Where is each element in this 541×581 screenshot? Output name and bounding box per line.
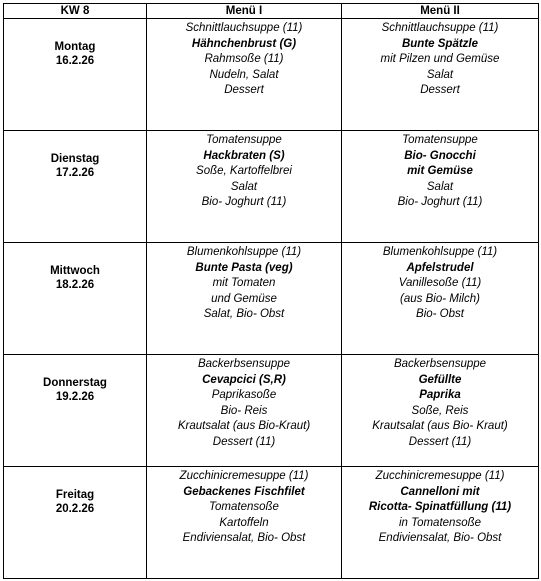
menu1-cell xyxy=(147,243,342,355)
dish-line: mit Tomaten xyxy=(212,277,276,289)
dish-line: Dessert xyxy=(420,84,460,96)
dish-line: Soße, Kartoffelbrei xyxy=(196,165,292,177)
menu1-cell xyxy=(147,131,342,243)
dish-list xyxy=(342,467,538,547)
menu1-cell xyxy=(147,467,342,579)
dish-line: Krautsalat (aus Bio- Kraut) xyxy=(372,420,508,432)
dish-line: Krautsalat (aus Bio-Kraut) xyxy=(177,420,311,432)
day-name: Freitag xyxy=(55,489,95,501)
menu2-cell xyxy=(342,131,539,243)
dish-line: Vanillesoße (11) xyxy=(398,277,482,289)
menu2-header: Menü II xyxy=(342,4,539,19)
day-row xyxy=(4,467,539,579)
week-header: KW 8 xyxy=(4,4,147,19)
dish-line: Blumenkohlsuppe (11) xyxy=(186,246,302,258)
day-cell xyxy=(4,19,147,131)
dish-line: in Tomatensoße xyxy=(398,516,482,529)
day-row xyxy=(4,243,539,355)
day-date: 17.2.26 xyxy=(55,167,95,179)
dish-line: Tomatensuppe xyxy=(402,134,478,146)
dish-list xyxy=(147,355,341,450)
day-name: Mittwoch xyxy=(50,265,100,277)
main-dish: Gebackenes Fischfilet xyxy=(183,485,305,498)
dish-list xyxy=(342,243,538,323)
main-dish: mit Gemüse xyxy=(407,165,473,177)
day-row xyxy=(4,355,539,467)
menu1-header: Menü I xyxy=(147,4,342,19)
dish-line: Tomatensuppe xyxy=(206,134,282,146)
day-date: 16.2.26 xyxy=(55,55,95,67)
menu2-cell xyxy=(342,355,539,467)
day-date: 18.2.26 xyxy=(55,279,95,291)
dish-line: Salat xyxy=(426,180,454,193)
dish-line: Salat xyxy=(230,180,258,193)
dish-line: Dessert xyxy=(224,84,264,96)
day-cell xyxy=(4,243,147,355)
dish-line: Kartoffeln xyxy=(219,516,269,529)
day-row xyxy=(4,19,539,131)
dish-line: Bio- Reis xyxy=(220,404,268,417)
header-row xyxy=(4,4,539,19)
dish-line: Dessert (11) xyxy=(212,435,276,448)
dish-line: Schnittlauchsuppe (11) xyxy=(381,22,499,34)
main-dish: Cevapcici (S,R) xyxy=(202,373,286,386)
dish-line: und Gemüse xyxy=(211,292,277,305)
dish-line: mit Pilzen und Gemüse xyxy=(380,53,500,65)
main-dish: Hähnchenbrust (G) xyxy=(191,37,297,50)
day-date: 19.2.26 xyxy=(55,391,95,403)
menu2-cell xyxy=(342,467,539,579)
dish-line: Dessert (11) xyxy=(408,435,472,448)
dish-list xyxy=(147,131,341,211)
day-cell xyxy=(4,131,147,243)
menu2-cell xyxy=(342,19,539,131)
dish-line: Salat, Bio- Obst xyxy=(203,308,285,320)
day-cell xyxy=(4,355,147,467)
dish-list xyxy=(342,19,538,99)
dish-line: Tomatensoße xyxy=(209,501,279,513)
menu1-cell xyxy=(147,355,342,467)
dish-line: Zucchinicremesuppe (11) xyxy=(179,470,309,482)
main-dish: Paprika xyxy=(419,389,461,401)
dish-line: Backerbsensuppe xyxy=(197,358,291,370)
dish-list xyxy=(147,19,341,99)
dish-list xyxy=(342,355,538,450)
dish-line: Zucchinicremesuppe (11) xyxy=(375,470,505,482)
dish-line: Bio- Joghurt (11) xyxy=(397,196,483,208)
dish-line: Bio- Obst xyxy=(416,308,464,320)
dish-line: Endiviensalat, Bio- Obst xyxy=(378,532,502,544)
day-name: Montag xyxy=(54,41,96,53)
main-dish: Bunte Pasta (veg) xyxy=(195,261,293,274)
day-name: Dienstag xyxy=(50,153,100,165)
day-cell xyxy=(4,467,147,579)
main-dish: Bunte Spätzle xyxy=(401,37,479,50)
menu2-cell xyxy=(342,243,539,355)
dish-line: Nudeln, Salat xyxy=(209,68,279,81)
dish-line: Schnittlauchsuppe (11) xyxy=(185,22,303,34)
dish-list xyxy=(147,243,341,323)
main-dish: Hackbraten (S) xyxy=(203,149,285,162)
dish-list xyxy=(342,131,538,211)
dish-list xyxy=(147,467,341,547)
dish-line: Soße, Reis xyxy=(411,404,469,417)
day-name: Donnerstag xyxy=(43,377,107,389)
dish-line: Salat xyxy=(426,68,454,81)
dish-line: Endiviensalat, Bio- Obst xyxy=(182,532,306,544)
dish-line: (aus Bio- Milch) xyxy=(400,292,480,305)
menu1-cell xyxy=(147,19,342,131)
dish-line: Rahmsoße (11) xyxy=(204,53,284,65)
weekly-menu-table xyxy=(3,3,539,579)
main-dish: Bio- Gnocchi xyxy=(404,149,476,162)
main-dish: Gefüllte xyxy=(418,373,462,386)
dish-line: Paprikasoße xyxy=(211,389,277,401)
day-row xyxy=(4,131,539,243)
main-dish: Apfelstrudel xyxy=(406,261,474,274)
day-date: 20.2.26 xyxy=(55,503,95,515)
main-dish: Cannelloni mit xyxy=(400,485,480,498)
dish-line: Bio- Joghurt (11) xyxy=(201,196,287,208)
dish-line: Backerbsensuppe xyxy=(393,358,487,370)
main-dish: Ricotta- Spinatfüllung (11) xyxy=(368,501,512,513)
dish-line: Blumenkohlsuppe (11) xyxy=(382,246,498,258)
